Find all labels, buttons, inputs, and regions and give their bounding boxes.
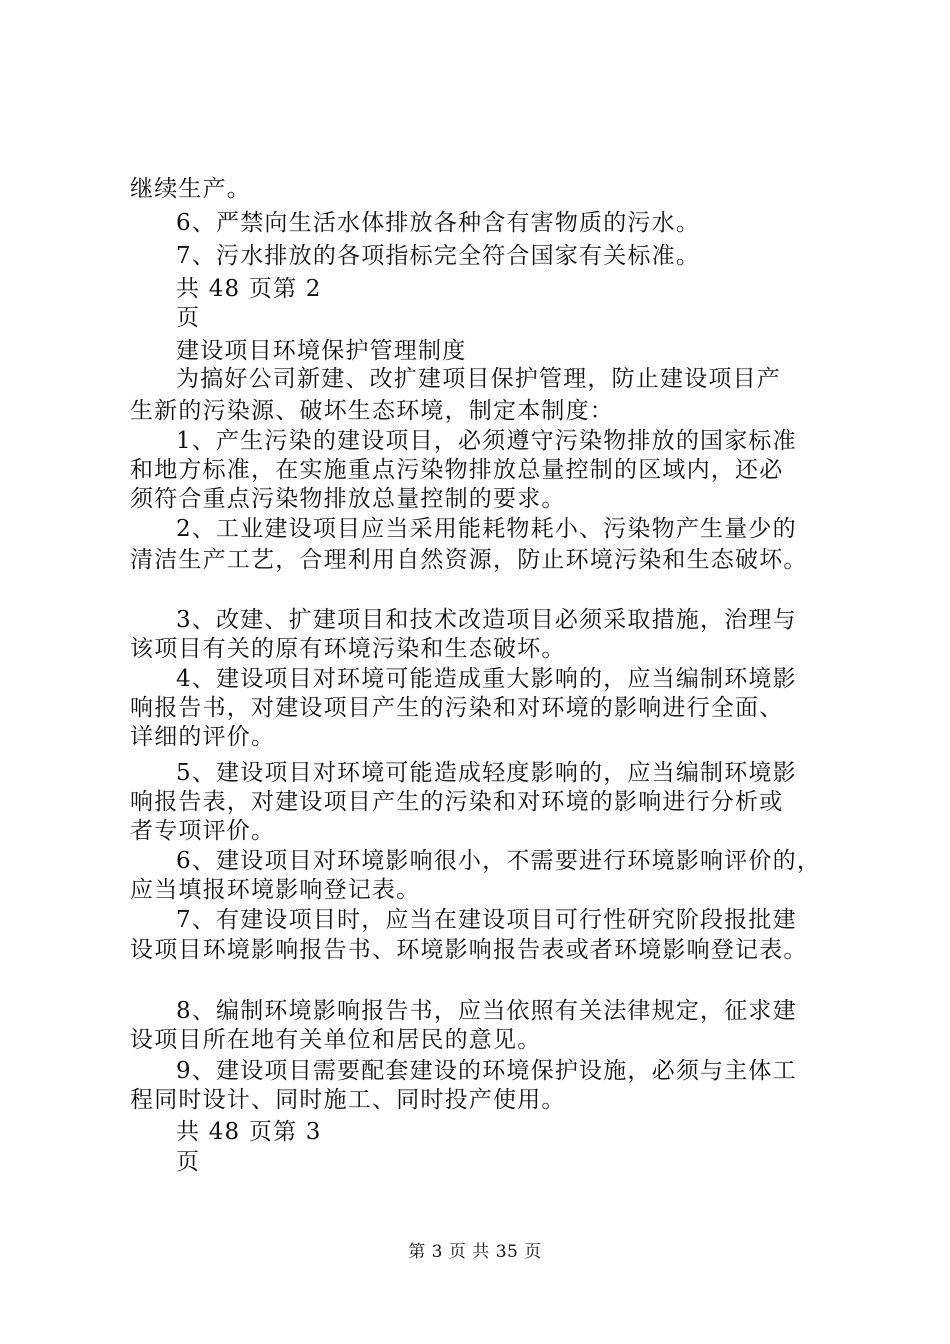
list-item: 8、编制环境影响报告书，应当依照有关法律规定，征求建 — [176, 998, 797, 1024]
page-footer: 第 3 页 共 35 页 — [408, 1242, 542, 1262]
text-line: 程同时设计、同时施工、同时投产使用。 — [130, 1087, 566, 1113]
list-item: 1、产生污染的建设项目，必须遵守污染物排放的国家标准 — [176, 428, 797, 454]
page-marker-suffix: 页 — [176, 305, 201, 331]
list-item: 6、严禁向生活水体排放各种含有害物质的污水。 — [176, 210, 701, 236]
page-marker: 共 48 页第 3 — [176, 1119, 322, 1145]
text-line: 继续生产。 — [130, 176, 251, 202]
page-marker: 共 48 页第 2 — [176, 276, 322, 302]
list-item: 3、改建、扩建项目和技术改造项目必须采取措施，治理与 — [176, 607, 797, 633]
text-line: 者专项评价。 — [130, 818, 276, 844]
text-line: 响报告书，对建设项目产生的污染和对环境的影响进行全面、 — [130, 695, 784, 721]
list-item: 7、有建设项目时，应当在建设项目可行性研究阶段报批建 — [176, 907, 797, 933]
text-line: 应当填报环境影响登记表。 — [130, 877, 421, 903]
text-line: 生新的污染源、破坏生态环境，制定本制度： — [130, 398, 614, 424]
text-line: 该项目有关的原有环境污染和生态破坏。 — [130, 636, 566, 662]
list-item: 2、工业建设项目应当采用能耗物耗小、污染物产生量少的 — [176, 516, 797, 542]
text-line: 为搞好公司新建、改扩建项目保护管理，防止建设项目产 — [176, 366, 781, 392]
text-line: 设项目所在地有关单位和居民的意见。 — [130, 1027, 542, 1053]
page-marker-suffix: 页 — [176, 1149, 201, 1175]
text-line: 须符合重点污染物排放总量控制的要求。 — [130, 486, 566, 512]
text-line: 响报告表，对建设项目产生的污染和对环境的影响进行分析或 — [130, 789, 784, 815]
list-item: 4、建设项目对环境可能造成重大影响的，应当编制环境影 — [176, 666, 797, 692]
text-line: 清洁生产工艺，合理利用自然资源，防止环境污染和生态破坏。 — [130, 547, 808, 573]
section-title: 建设项目环境保护管理制度 — [176, 338, 467, 364]
text-line: 和地方标准，在实施重点污染物排放总量控制的区域内，还必 — [130, 457, 784, 483]
text-line: 详细的评价。 — [130, 724, 276, 750]
text-line: 设项目环境影响报告书、环境影响报告表或者环境影响登记表。 — [130, 937, 808, 963]
list-item: 5、建设项目对环境可能造成轻度影响的，应当编制环境影 — [176, 760, 797, 786]
list-item: 9、建设项目需要配套建设的环境保护设施，必须与主体工 — [176, 1058, 797, 1084]
list-item: 6、建设项目对环境影响很小，不需要进行环境影响评价的， — [176, 848, 822, 874]
list-item: 7、污水排放的各项指标完全符合国家有关标准。 — [176, 243, 701, 269]
